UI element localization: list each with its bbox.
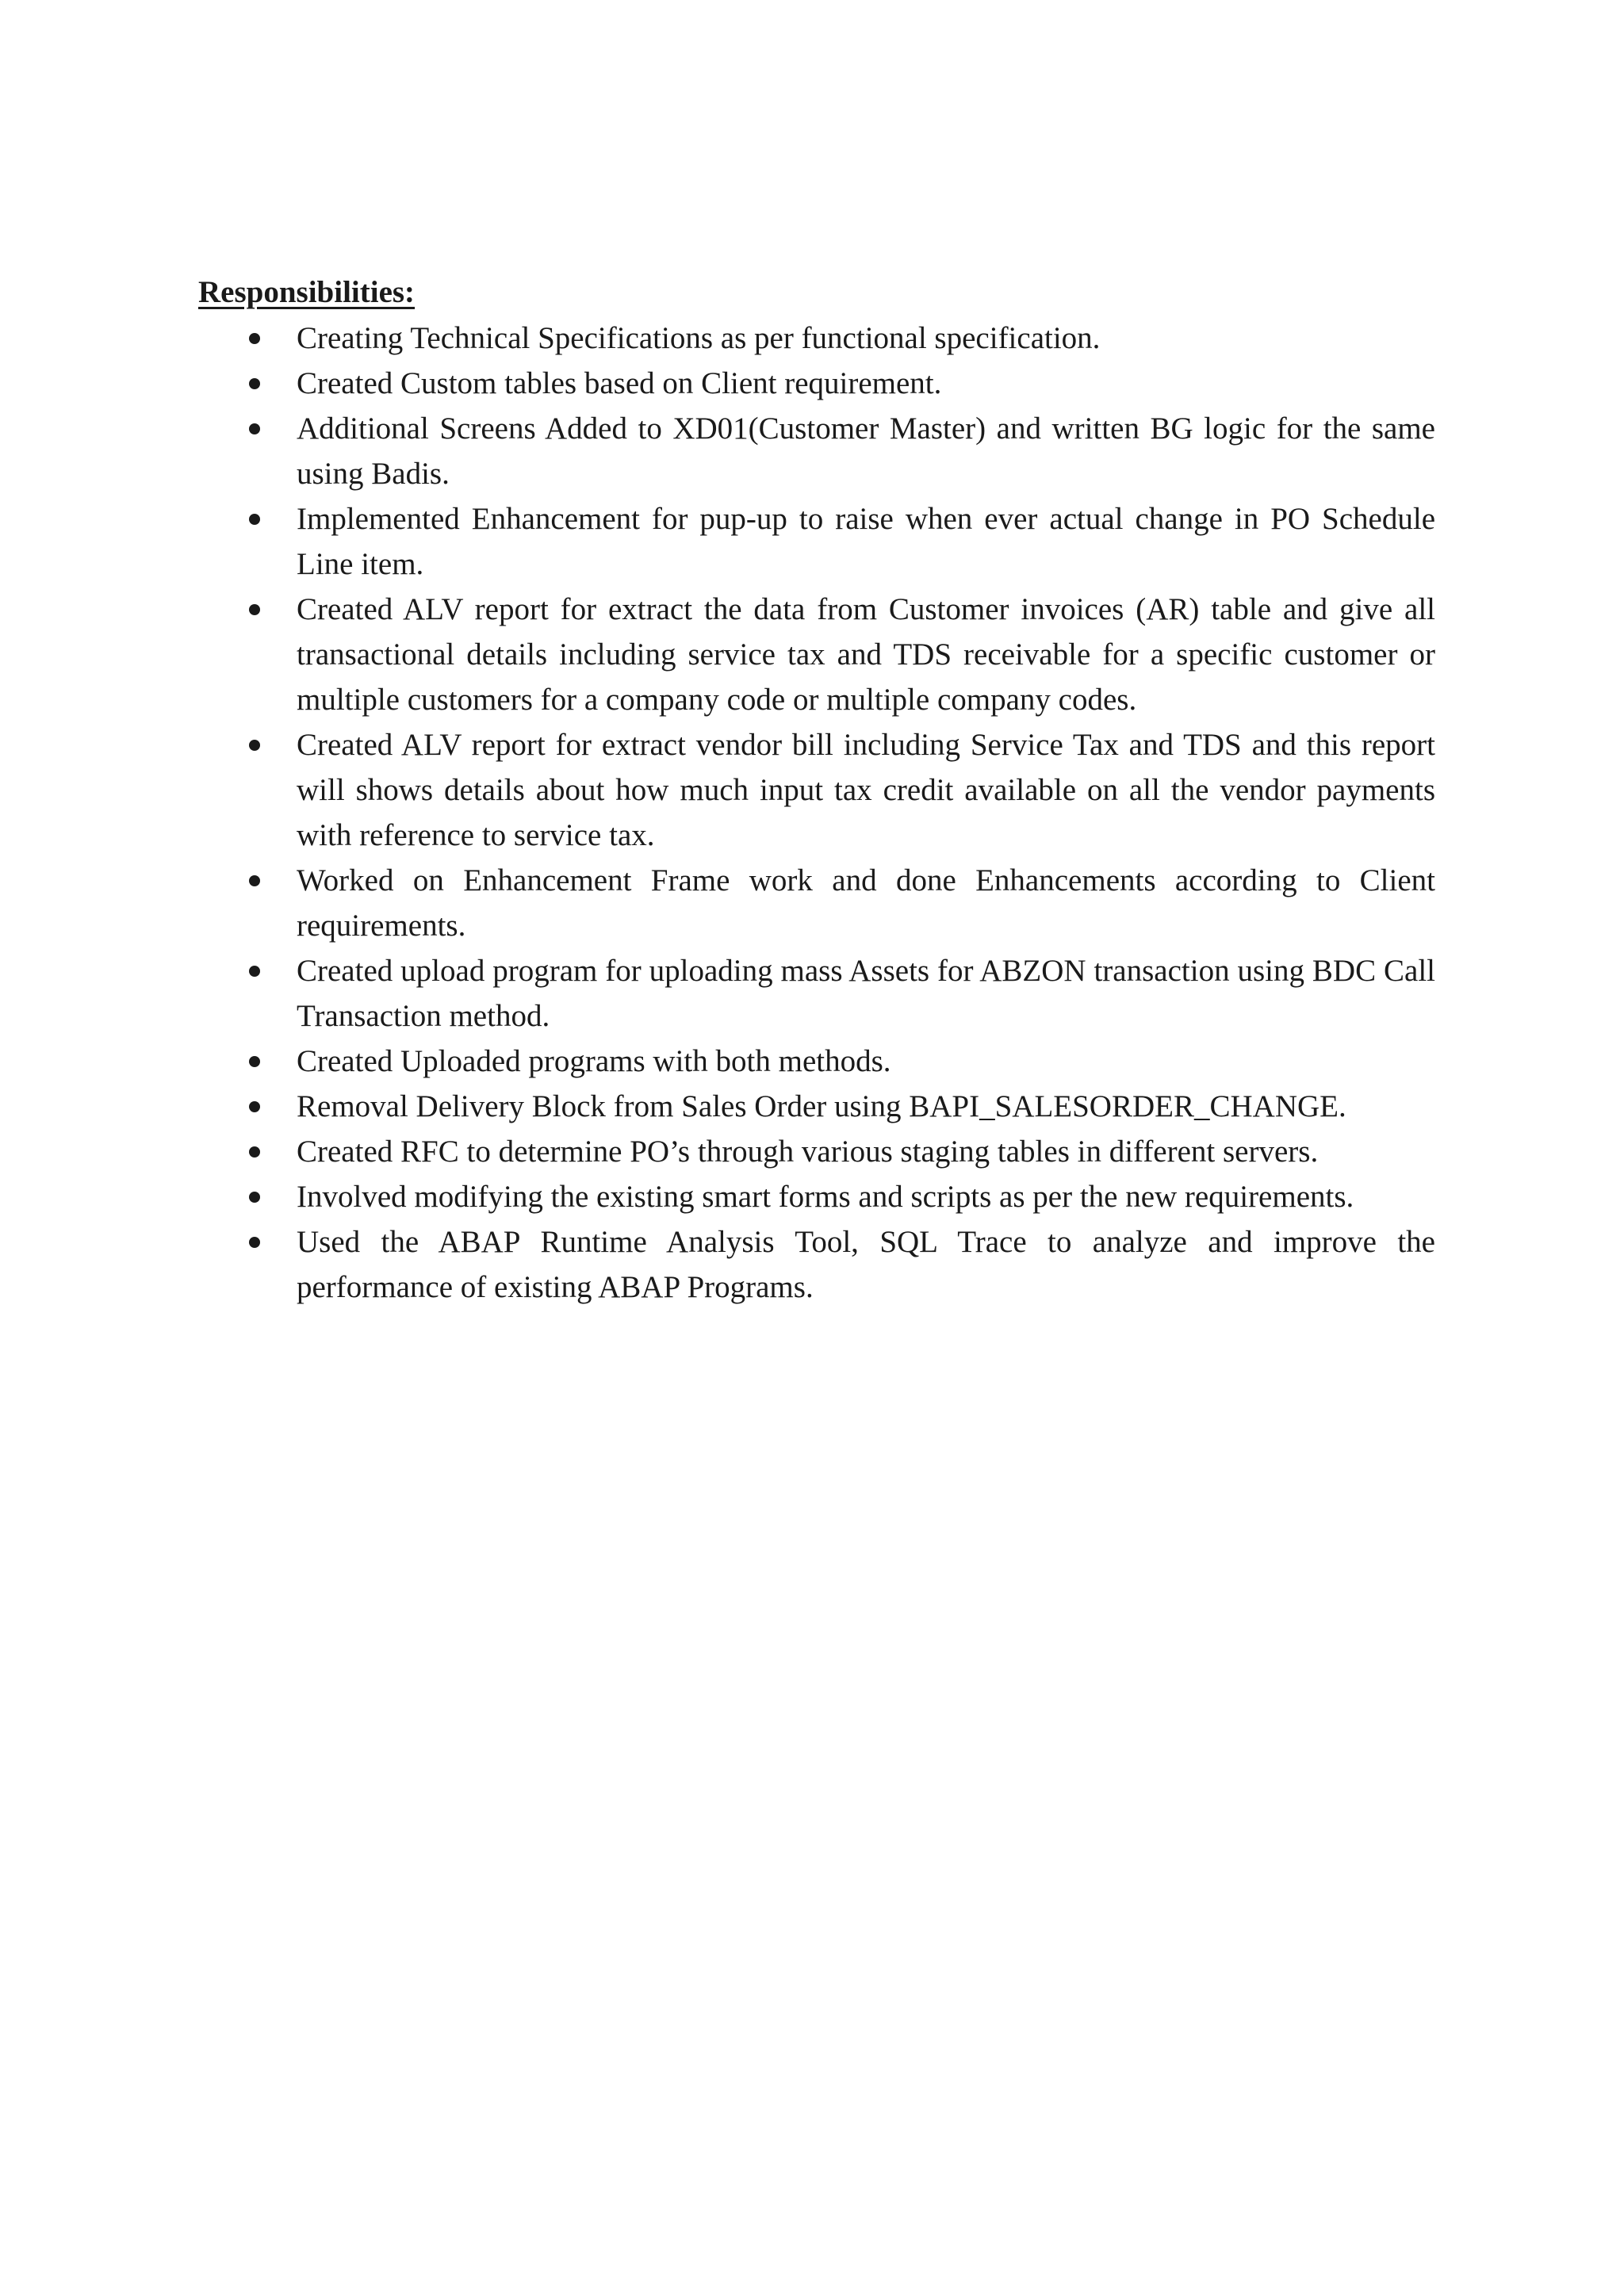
list-item bbox=[198, 1219, 1435, 1310]
bullet-icon bbox=[249, 333, 260, 344]
list-item bbox=[198, 722, 1435, 858]
list-item bbox=[198, 316, 1435, 361]
bullet-icon bbox=[249, 514, 260, 525]
list-item-text: Created ALV report for extract vendor bill including Service Tax and TDS and this report will shows details about how much input tax credit available on all the vendor payments with reference to service tax. bbox=[297, 728, 1435, 852]
list-item-text: Created upload program for uploading mass Assets for ABZON transaction using BDC Call Transaction method. bbox=[297, 954, 1435, 1033]
bullet-icon bbox=[249, 740, 260, 751]
bullet-icon bbox=[249, 1192, 260, 1203]
list-item bbox=[198, 587, 1435, 722]
bullet-icon bbox=[249, 423, 260, 434]
bullet-icon bbox=[249, 1101, 260, 1112]
bullet-icon bbox=[249, 1237, 260, 1248]
list-item-text: Worked on Enhancement Frame work and done Enhancements according to Client requirements. bbox=[297, 863, 1435, 943]
list-item bbox=[198, 1174, 1435, 1219]
list-item bbox=[198, 496, 1435, 587]
list-item bbox=[198, 1129, 1435, 1174]
list-item bbox=[198, 1039, 1435, 1084]
list-item-text: Created RFC to determine PO’s through various staging tables in different servers. bbox=[297, 1135, 1319, 1169]
list-item bbox=[198, 1084, 1435, 1129]
list-item bbox=[198, 406, 1435, 496]
list-item-text: Additional Screens Added to XD01(Customer Master) and written BG logic for the same using Badis. bbox=[297, 411, 1435, 491]
list-item-text: Creating Technical Specifications as per functional specification. bbox=[297, 321, 1101, 355]
bullet-icon bbox=[249, 604, 260, 615]
section-heading: Responsibilities: bbox=[198, 275, 416, 309]
list-item-text: Created Uploaded programs with both methods. bbox=[297, 1044, 891, 1078]
list-item bbox=[198, 858, 1435, 948]
list-item-text: Implemented Enhancement for pup-up to raise when ever actual change in PO Schedule Line item. bbox=[297, 502, 1435, 581]
responsibilities-list bbox=[198, 316, 1435, 1310]
list-item bbox=[198, 361, 1435, 406]
bullet-icon bbox=[249, 966, 260, 977]
list-item-text: Removal Delivery Block from Sales Order using BAPI_SALESORDER_CHANGE. bbox=[297, 1089, 1346, 1123]
bullet-icon bbox=[249, 1146, 260, 1158]
list-item bbox=[198, 948, 1435, 1039]
bullet-icon bbox=[249, 875, 260, 886]
list-item-text: Created Custom tables based on Client requirement. bbox=[297, 366, 942, 400]
responsibilities-section bbox=[198, 270, 1435, 1310]
list-item-text: Created ALV report for extract the data from Customer invoices (AR) table and give all transactional details including service tax and TDS receivable for a specific customer or multiple customers for a company code or multiple company codes. bbox=[297, 592, 1435, 717]
list-item-text: Used the ABAP Runtime Analysis Tool, SQL Trace to analyze and improve the performance of existing ABAP Programs. bbox=[297, 1225, 1435, 1304]
bullet-icon bbox=[249, 378, 260, 389]
list-item-text: Involved modifying the existing smart forms and scripts as per the new requirements. bbox=[297, 1180, 1354, 1214]
bullet-icon bbox=[249, 1056, 260, 1067]
